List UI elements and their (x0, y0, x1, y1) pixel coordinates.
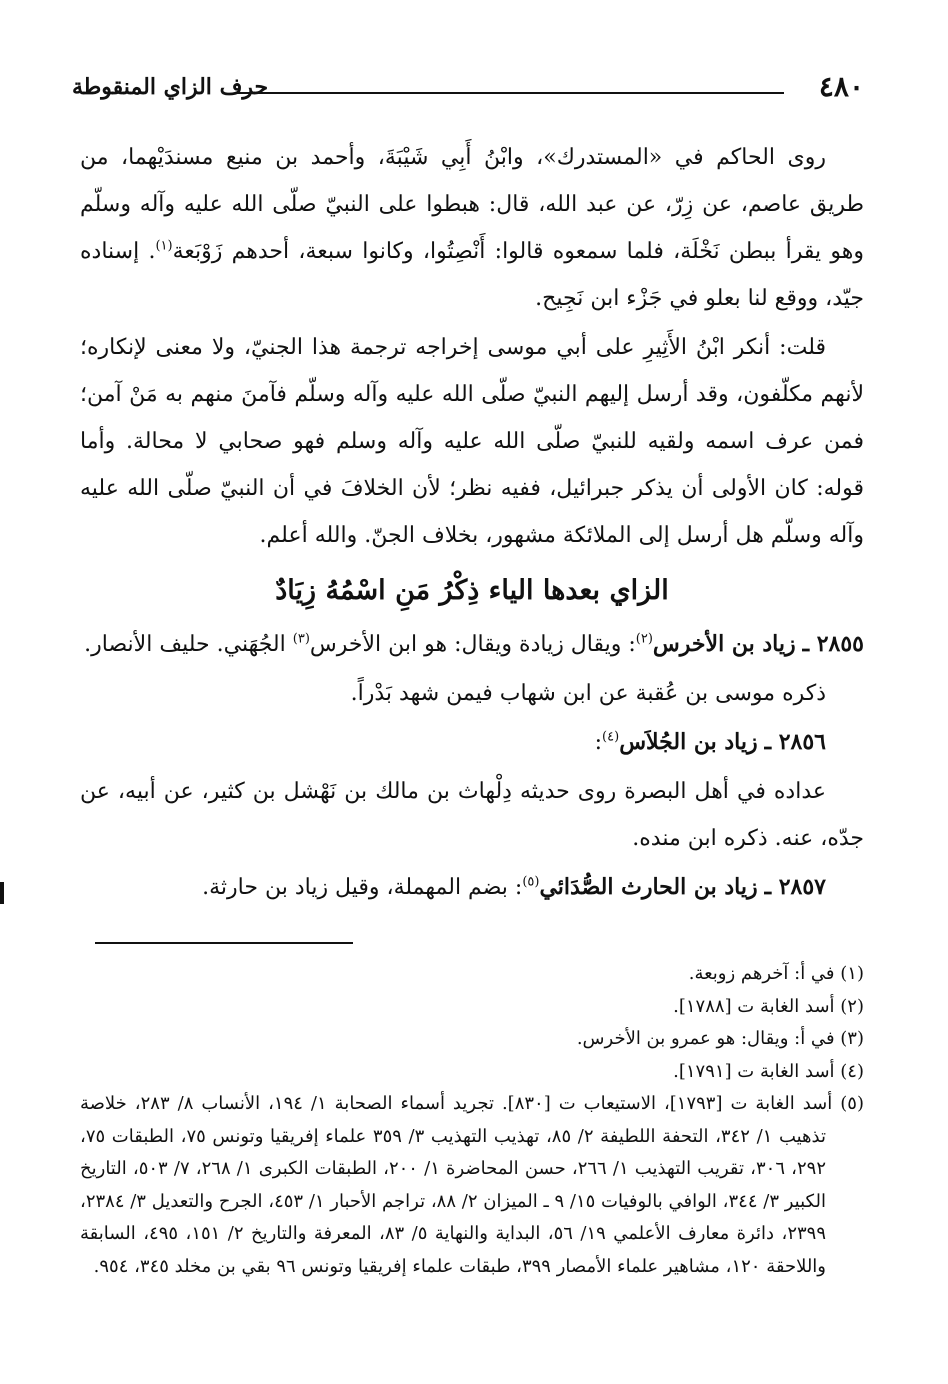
entry-number: ٢٨٥٥ ـ (802, 631, 864, 657)
paragraph-text: . إسناده جيّد، ووقع لنا بعلو في جَزْء ابن نَجِيح. (80, 239, 864, 311)
footnote-ref: (٣) (292, 631, 310, 647)
entry-text: : (594, 730, 603, 755)
paragraph-text: روى الحاكم في «المستدرك»، وابْنُ أَبِي شَيْبَةَ، وأحمد بن منيع مسندَيْهما، من طريق عاصم، عن زِرّ، عن عبد الله، قال: هبطوا على النبيّ صلّى الله عليه وآله وسلّم وهو يقرأ ببطن نَخْلَة، فلما سمعوه قالوا: أَنْصِتُوا، وكانوا سبعة، أحدهم زَوْبَعة (80, 145, 864, 264)
entry-text: : ويقال زيادة ويقال: هو ابن الأخرس (309, 632, 636, 657)
running-head: حرف الزاي المنقوطة (72, 74, 269, 100)
entry-2855 (80, 621, 864, 668)
page-header (72, 68, 864, 112)
entry-2856 (80, 719, 864, 766)
entry-number: ٢٨٥٧ ـ (764, 874, 826, 900)
main-text (80, 134, 864, 913)
footnote-ref: (٤) (602, 729, 620, 745)
entry-2857 (80, 864, 864, 911)
entry-text: الجُهَني. حليف الأنصار. (84, 632, 293, 657)
footnote-ref: (٥) (522, 874, 540, 890)
footnote-ref: (١) (155, 238, 173, 254)
paragraph: ذكره موسى بن عُقبة عن ابن شهاب فيمن شهد بَدْراً. (350, 681, 826, 706)
entry-number: ٢٨٥٦ ـ (764, 729, 826, 755)
entry-name: زياد بن الجُلاَس (619, 729, 758, 755)
paragraph: قلت: أنكر ابْنُ الأَثِيرِ على أبي موسى إخراجه ترجمة هذا الجنيّ، ولا معنى لإنكاره؛ لأنهم مكلّفون، وقد أرسل إليهم النبيّ صلّى الله عليه وآله وسلّم فآمنَ منهم به مَنْ آمن؛ فمن عرف اسمه ولقيه للنبيّ صلّى الله عليه وآله وسلم فهو صحابي لا محالة. وأما قوله: كان الأولى أن يذكر جبرائيل، ففيه نظر؛ لأن الخلافَ في أن النبيّ صلّى الله عليه وآله وسلّم هل أرسل إلى الملائكة مشهور، بخلاف الجنّ. والله أعلم. (80, 335, 864, 548)
footnote: (٣) في أ: ويقال: هو عمرو بن الأخرس. (576, 1028, 864, 1049)
header-rule (237, 92, 784, 94)
footnotes (80, 958, 864, 1283)
page-number: ٤٨٠ (818, 70, 864, 103)
entry-name: زياد بن الأخرس (652, 631, 796, 657)
section-heading: الزاي بعدها الياء ذِكْرُ مَنِ اسْمُهُ زِيَادٌ (275, 575, 669, 606)
footnote: (٤) أسد الغابة ت [١٧٩١]. (673, 1060, 864, 1082)
footnote-rule (95, 942, 353, 944)
footnote: (٥) أسد الغابة ت [١٧٩٣]، الاستيعاب ت [٨٣٠]. تجريد أسماء الصحابة ١/ ١٩٤، الأنساب ٨/ ٢٨٣، خلاصة تذهيب ١/ ٣٤٢، التحفة اللطيفة ٢/ ٨٥، تهذيب التهذيب ٣/ ٣٥٩ علماء إفريقيا وتونس ٧٥، الطبقات ٧٥، ٢٩٢، ٣٠٦، تقريب التهذيب ١/ ٢٦٦، حسن المحاضرة ١/ ٢٠٠، الطبقات الكبرى ١/ ٢٦٨، ٧/ ٥٠٣، التاريخ الكبير ٣/ ٣٤٤، الوافي بالوفيات ١٥/ ٩ ـ الميزان ٢/ ٨٨، تراجم الأحبار ١/ ٤٥٣، الجرح والتعديل ٣/ ٢٣٨٤، ٢٣٩٩، دائرة معارف الأعلمي ١٩/ ٥٦، البداية والنهاية ٥/ ٨٣، المعرفة والتاريخ ٢/ ١٥١، ٤٩٥، السابقة واللاحقة ١٢٠، مشاهير علماء الأمصار ٣٩٩، طبقات علماء إفريقيا وتونس ٩٦ بقي بن مخلد ٣٤٥، ٩٥٤. (80, 1093, 864, 1277)
footnote-ref: (٢) (635, 631, 653, 647)
paragraph: عداده في أهل البصرة روى حديثه دِلْهاث بن مالك بن نَهْشل بن كثير، عن أبيه، عن جدّه، عنه. ذكره ابن منده. (80, 779, 864, 851)
footnote: (١) في أ: آخرهم زوبعة. (688, 963, 864, 984)
footnote: (٢) أسد الغابة ت [١٧٨٨]. (673, 995, 864, 1017)
paragraph (80, 134, 864, 322)
entry-text: : بضم المهملة، وقيل زياد بن حارثة. (202, 875, 523, 900)
scan-edge-mark (0, 882, 4, 904)
entry-name: زياد بن الحارث الصُّدَائي (539, 874, 758, 900)
